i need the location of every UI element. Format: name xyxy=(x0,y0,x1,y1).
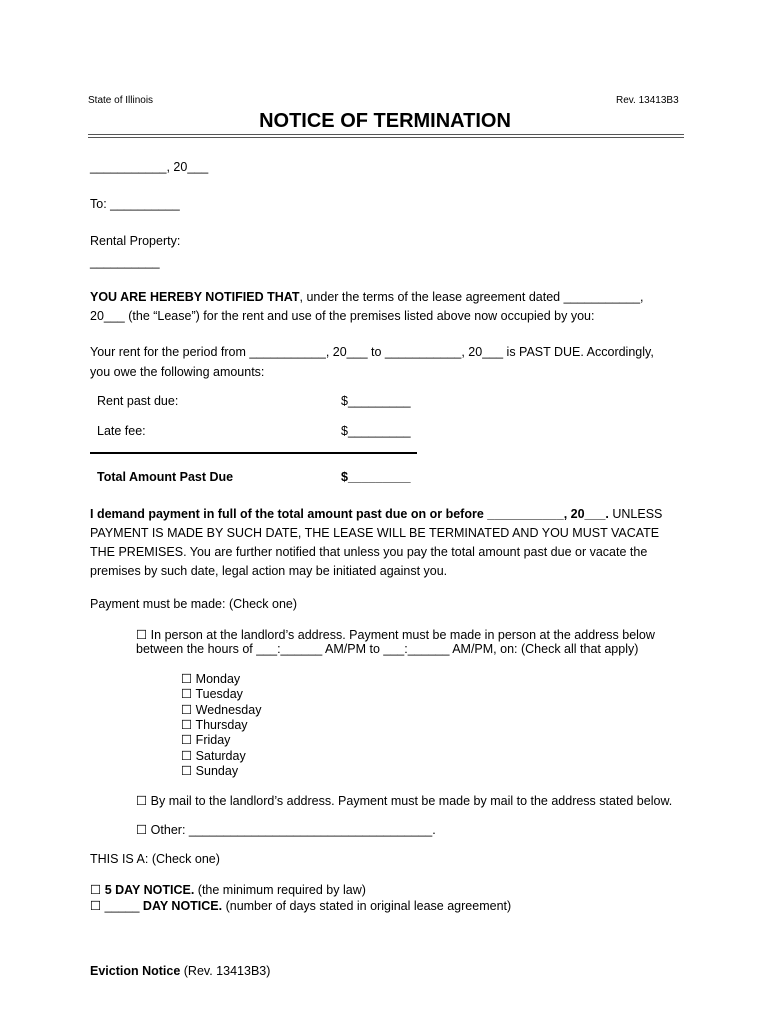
notice-type-heading: THIS IS A: (Check one) xyxy=(90,852,220,866)
revision-label: Rev. 13413B3 xyxy=(616,95,679,106)
custom-day-checkbox[interactable]: ☐ _____ xyxy=(90,899,143,913)
title-rule-bottom xyxy=(88,137,684,138)
payment-heading: Payment must be made: (Check one) xyxy=(90,597,298,611)
day-checkbox-tuesday[interactable]: ☐ Tuesday xyxy=(181,687,243,701)
date-line: ___________, 20___ xyxy=(90,160,209,174)
demand-line-2: PAYMENT IS MADE BY SUCH DATE, THE LEASE WILL BE TERMINATED AND YOU MUST VACATE xyxy=(90,526,660,540)
custom-day-bold: DAY NOTICE. xyxy=(142,899,223,913)
rental-property-label: Rental Property: xyxy=(90,234,181,248)
notified-line-2: 20___ (the “Lease”) for the rent and use of the premises listed above now occupied by you: xyxy=(90,309,595,323)
in-person-option[interactable]: ☐ In person at the landlord’s address. Payment must be made in person at the address below xyxy=(136,628,655,642)
to-line: To: __________ xyxy=(90,197,180,211)
day-checkbox-monday[interactable]: ☐ Monday xyxy=(181,672,241,686)
demand-line-3: THE PREMISES. You are further notified that unless you pay the total amount past due or vacate the xyxy=(90,545,648,559)
notified-rest: , under the terms of the lease agreement dated ___________, xyxy=(299,290,644,304)
other-option[interactable]: ☐ Other: ___________________________________. xyxy=(136,823,436,837)
demand-rest: UNLESS xyxy=(608,507,663,521)
amounts-separator xyxy=(90,452,417,454)
late-fee-label: Late fee: xyxy=(97,424,146,438)
in-person-hours: between the hours of ___:______ AM/PM to ___:______ AM/PM, on: (Check all that apply) xyxy=(136,642,639,656)
rent-line-2: you owe the following amounts: xyxy=(90,365,265,379)
total-value: $_________ xyxy=(341,470,411,484)
demand-line-1 xyxy=(90,507,662,521)
day-checkbox-wednesday[interactable]: ☐ Wednesday xyxy=(181,703,262,717)
notified-line-1 xyxy=(90,290,644,304)
custom-day-rest: (number of days stated in original lease agreement) xyxy=(222,899,512,913)
five-day-notice-option[interactable] xyxy=(90,882,366,897)
document-title: NOTICE OF TERMINATION xyxy=(259,110,511,132)
five-day-checkbox[interactable]: ☐ xyxy=(90,883,105,897)
rent-past-due-label: Rent past due: xyxy=(97,394,179,408)
day-checkbox-thursday[interactable]: ☐ Thursday xyxy=(181,718,248,732)
demand-line-4: premises by such date, legal action may be initiated against you. xyxy=(90,564,448,578)
footer-bold: Eviction Notice xyxy=(90,964,181,978)
day-checkbox-friday[interactable]: ☐ Friday xyxy=(181,733,231,747)
total-label: Total Amount Past Due xyxy=(97,470,234,484)
rent-past-due-value: $_________ xyxy=(341,394,411,408)
title-rule-top xyxy=(88,134,684,135)
demand-bold: I demand payment in full of the total amount past due on or before ___________, 20___. xyxy=(90,507,609,521)
day-checkbox-sunday[interactable]: ☐ Sunday xyxy=(181,764,239,778)
footer-label xyxy=(90,964,270,978)
day-checkbox-saturday[interactable]: ☐ Saturday xyxy=(181,749,246,763)
notified-bold: YOU ARE HEREBY NOTIFIED THAT xyxy=(90,290,300,304)
five-day-bold: 5 DAY NOTICE. xyxy=(104,883,195,897)
five-day-rest: (the minimum required by law) xyxy=(194,883,366,897)
by-mail-option[interactable]: ☐ By mail to the landlord’s address. Payment must be made by mail to the address stated below. xyxy=(136,794,673,808)
state-label: State of Illinois xyxy=(88,95,154,106)
custom-day-notice-option[interactable] xyxy=(90,898,511,913)
rent-line-1: Your rent for the period from ___________, 20___ to ___________, 20___ is PAST DUE. Accordingly, xyxy=(90,345,654,359)
late-fee-value: $_________ xyxy=(341,424,411,438)
rental-property-value: __________ xyxy=(90,255,160,269)
footer-rest: (Rev. 13413B3) xyxy=(180,964,271,978)
